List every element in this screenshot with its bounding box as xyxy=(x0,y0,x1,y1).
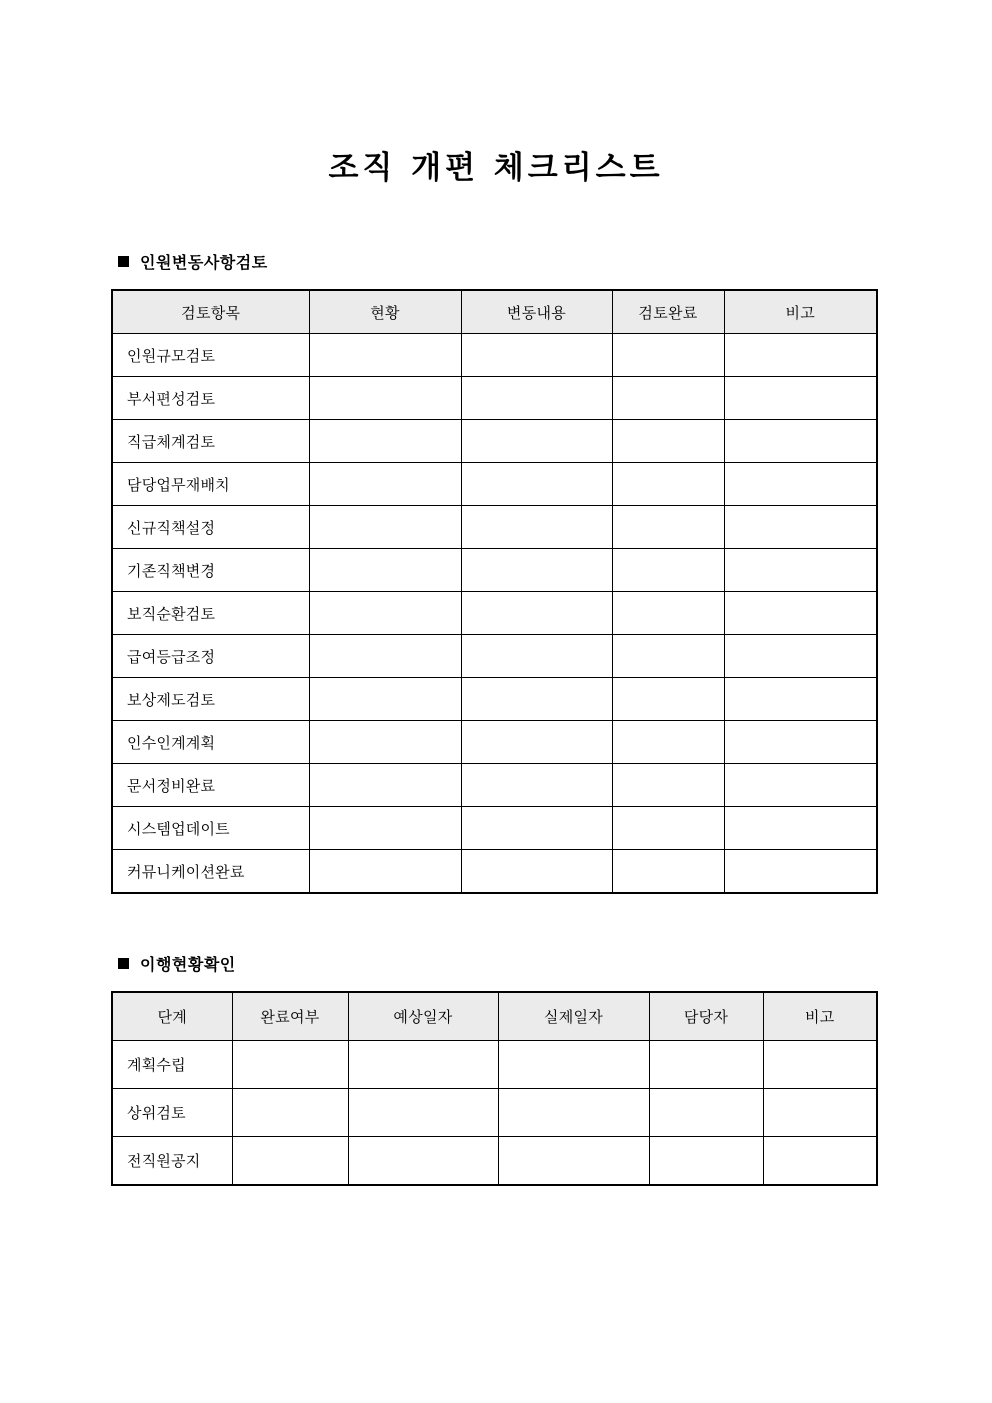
row-label: 인수인계계획 xyxy=(112,721,309,764)
table-row xyxy=(112,1089,877,1137)
cell-change-details[interactable] xyxy=(461,463,612,506)
cell-change-details[interactable] xyxy=(461,807,612,850)
row-label: 전직원공지 xyxy=(112,1137,232,1186)
row-label: 보상제도검토 xyxy=(112,678,309,721)
section-heading-label: 이행현황확인 xyxy=(140,955,236,974)
cell-remarks[interactable] xyxy=(763,1089,877,1137)
cell-current-status[interactable] xyxy=(309,764,461,807)
cell-remarks[interactable] xyxy=(724,635,877,678)
cell-actual-date[interactable] xyxy=(498,1041,649,1089)
cell-current-status[interactable] xyxy=(309,592,461,635)
row-label: 담당업무재배치 xyxy=(112,463,309,506)
black-square-bullet-icon xyxy=(118,958,129,969)
cell-expected-date[interactable] xyxy=(348,1089,498,1137)
column-header-review-complete: 검토완료 xyxy=(612,290,724,334)
cell-current-status[interactable] xyxy=(309,420,461,463)
cell-change-details[interactable] xyxy=(461,377,612,420)
cell-change-details[interactable] xyxy=(461,721,612,764)
cell-remarks[interactable] xyxy=(724,377,877,420)
column-header-stage: 단계 xyxy=(112,992,232,1041)
column-header-completion: 완료여부 xyxy=(232,992,348,1041)
cell-review-complete[interactable] xyxy=(612,463,724,506)
cell-remarks[interactable] xyxy=(724,807,877,850)
cell-review-complete[interactable] xyxy=(612,377,724,420)
cell-review-complete[interactable] xyxy=(612,721,724,764)
cell-remarks[interactable] xyxy=(724,549,877,592)
table-row xyxy=(112,420,877,463)
cell-review-complete[interactable] xyxy=(612,764,724,807)
implementation-status-table xyxy=(111,991,878,1186)
row-label: 문서정비완료 xyxy=(112,764,309,807)
table-row xyxy=(112,850,877,894)
cell-remarks[interactable] xyxy=(763,1137,877,1186)
cell-actual-date[interactable] xyxy=(498,1137,649,1186)
row-label: 커뮤니케이션완료 xyxy=(112,850,309,894)
row-label: 인원규모검토 xyxy=(112,334,309,377)
cell-remarks[interactable] xyxy=(724,592,877,635)
cell-change-details[interactable] xyxy=(461,506,612,549)
row-label: 직급체계검토 xyxy=(112,420,309,463)
cell-change-details[interactable] xyxy=(461,850,612,894)
cell-change-details[interactable] xyxy=(461,678,612,721)
cell-change-details[interactable] xyxy=(461,635,612,678)
personnel-change-review-table xyxy=(111,289,878,894)
cell-current-status[interactable] xyxy=(309,334,461,377)
row-label: 신규직책설정 xyxy=(112,506,309,549)
cell-remarks[interactable] xyxy=(724,463,877,506)
cell-owner[interactable] xyxy=(649,1041,763,1089)
table-row xyxy=(112,592,877,635)
cell-review-complete[interactable] xyxy=(612,549,724,592)
row-label: 기존직책변경 xyxy=(112,549,309,592)
cell-review-complete[interactable] xyxy=(612,420,724,463)
cell-change-details[interactable] xyxy=(461,420,612,463)
column-header-review-item: 검토항목 xyxy=(112,290,309,334)
row-label: 부서편성검토 xyxy=(112,377,309,420)
table-row xyxy=(112,1041,877,1089)
table-row xyxy=(112,334,877,377)
cell-review-complete[interactable] xyxy=(612,592,724,635)
section-heading-label: 인원변동사항검토 xyxy=(140,253,268,272)
cell-actual-date[interactable] xyxy=(498,1089,649,1137)
cell-remarks[interactable] xyxy=(724,764,877,807)
cell-remarks[interactable] xyxy=(724,334,877,377)
cell-change-details[interactable] xyxy=(461,764,612,807)
cell-current-status[interactable] xyxy=(309,807,461,850)
cell-expected-date[interactable] xyxy=(348,1137,498,1186)
row-label: 시스템업데이트 xyxy=(112,807,309,850)
cell-remarks[interactable] xyxy=(724,420,877,463)
cell-remarks[interactable] xyxy=(724,721,877,764)
column-header-owner: 담당자 xyxy=(649,992,763,1041)
table-row xyxy=(112,506,877,549)
section-heading-personnel-change xyxy=(118,250,268,273)
table-row xyxy=(112,678,877,721)
cell-remarks[interactable] xyxy=(763,1041,877,1089)
section-heading-implementation-status xyxy=(118,952,236,975)
cell-completion[interactable] xyxy=(232,1137,348,1186)
table-header-row xyxy=(112,290,877,334)
cell-current-status[interactable] xyxy=(309,463,461,506)
column-header-remarks: 비고 xyxy=(724,290,877,334)
cell-current-status[interactable] xyxy=(309,850,461,894)
cell-remarks[interactable] xyxy=(724,678,877,721)
black-square-bullet-icon xyxy=(118,256,129,267)
table-header-row xyxy=(112,992,877,1041)
column-header-actual-date: 실제일자 xyxy=(498,992,649,1041)
table-row xyxy=(112,635,877,678)
cell-owner[interactable] xyxy=(649,1137,763,1186)
cell-owner[interactable] xyxy=(649,1089,763,1137)
cell-remarks[interactable] xyxy=(724,850,877,894)
row-label: 계획수립 xyxy=(112,1041,232,1089)
table-row xyxy=(112,764,877,807)
cell-review-complete[interactable] xyxy=(612,635,724,678)
table-row xyxy=(112,721,877,764)
cell-change-details[interactable] xyxy=(461,592,612,635)
cell-review-complete[interactable] xyxy=(612,334,724,377)
page-title: 조직 개편 체크리스트 xyxy=(328,149,664,186)
cell-current-status[interactable] xyxy=(309,377,461,420)
cell-completion[interactable] xyxy=(232,1089,348,1137)
row-label: 보직순환검토 xyxy=(112,592,309,635)
table-row xyxy=(112,549,877,592)
cell-remarks[interactable] xyxy=(724,506,877,549)
cell-completion[interactable] xyxy=(232,1041,348,1089)
cell-current-status[interactable] xyxy=(309,549,461,592)
column-header-remarks: 비고 xyxy=(763,992,877,1041)
row-label: 급여등급조정 xyxy=(112,635,309,678)
cell-change-details[interactable] xyxy=(461,334,612,377)
cell-review-complete[interactable] xyxy=(612,506,724,549)
table-row xyxy=(112,463,877,506)
cell-review-complete[interactable] xyxy=(612,678,724,721)
cell-change-details[interactable] xyxy=(461,549,612,592)
row-label: 상위검토 xyxy=(112,1089,232,1137)
column-header-change-details: 변동내용 xyxy=(461,290,612,334)
cell-current-status[interactable] xyxy=(309,635,461,678)
cell-current-status[interactable] xyxy=(309,678,461,721)
table-row xyxy=(112,377,877,420)
table-row xyxy=(112,807,877,850)
column-header-current-status: 현황 xyxy=(309,290,461,334)
cell-review-complete[interactable] xyxy=(612,850,724,894)
cell-review-complete[interactable] xyxy=(612,807,724,850)
cell-current-status[interactable] xyxy=(309,721,461,764)
table-row xyxy=(112,1137,877,1186)
cell-current-status[interactable] xyxy=(309,506,461,549)
cell-expected-date[interactable] xyxy=(348,1041,498,1089)
column-header-expected-date: 예상일자 xyxy=(348,992,498,1041)
